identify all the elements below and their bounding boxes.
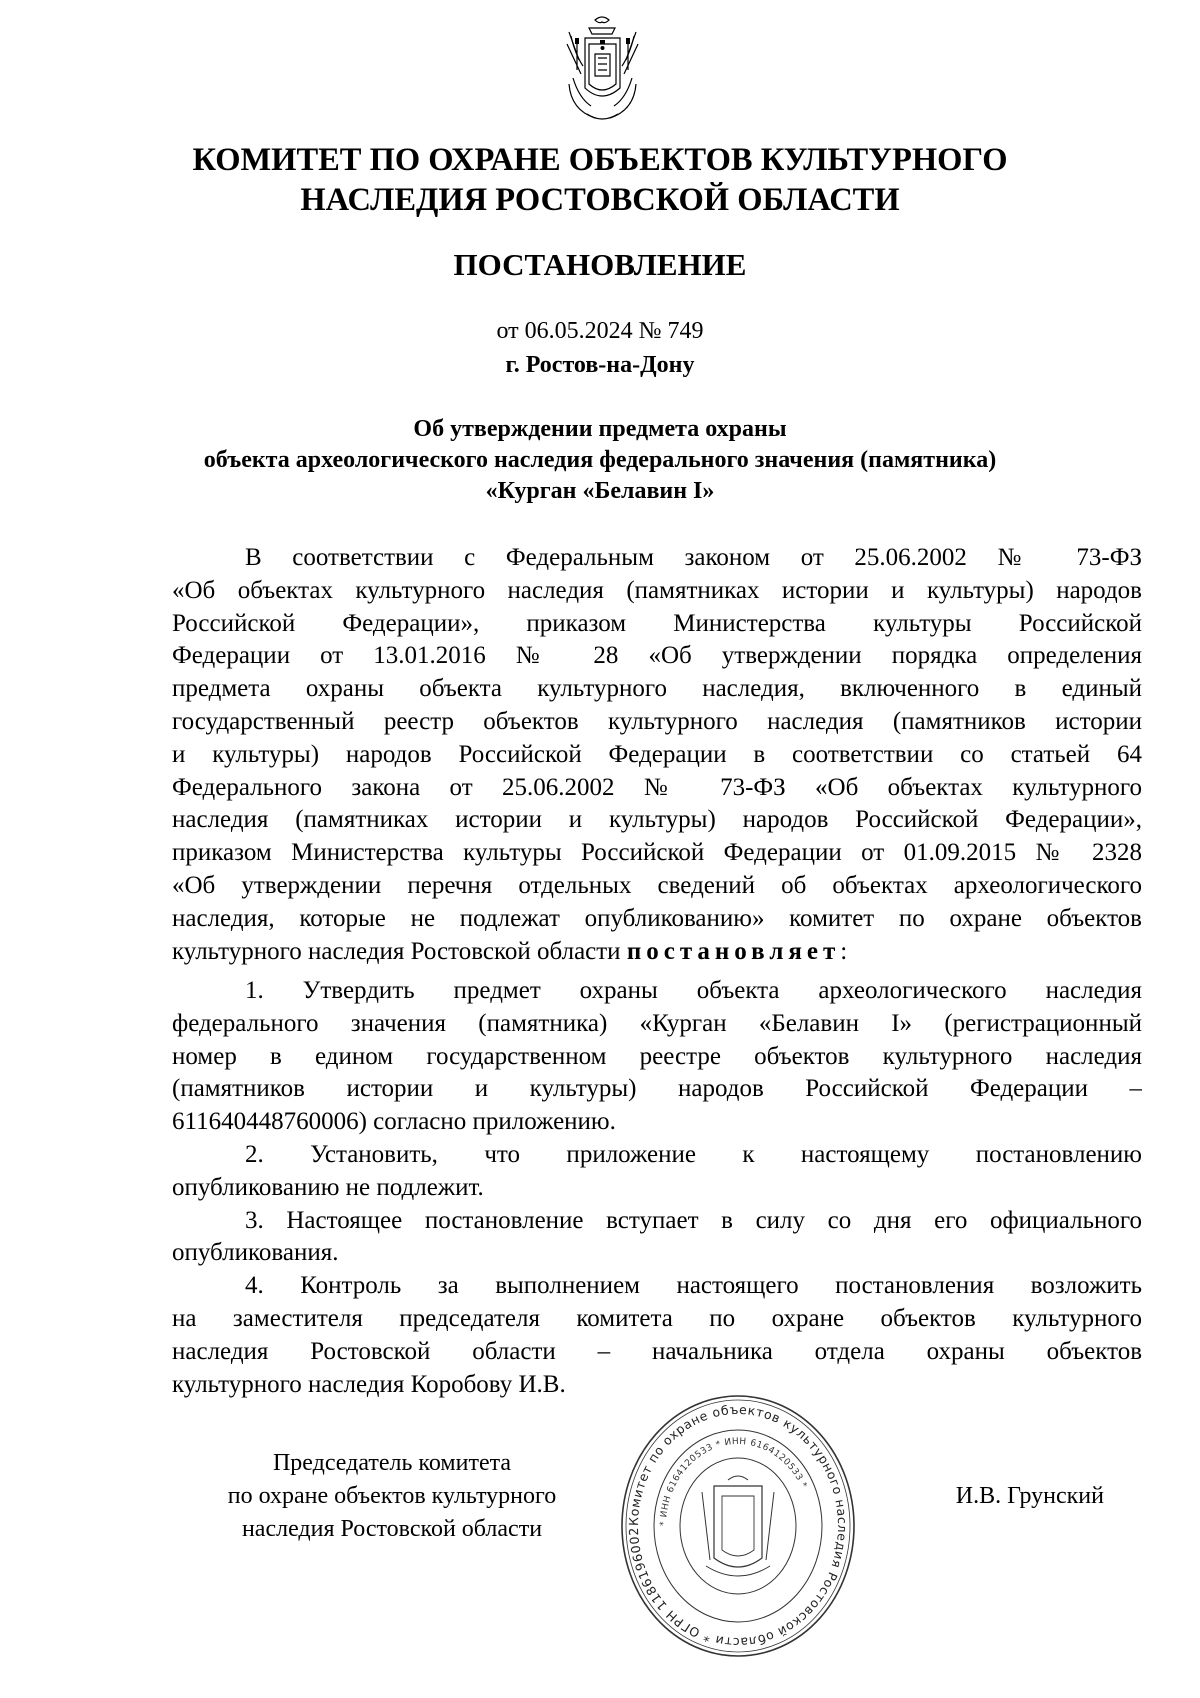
document-subject (0, 414, 1200, 507)
signatory-title-line2: по охране объектов культурного (227, 1483, 557, 1509)
signatory-title-line3: наследия Ростовской области (241, 1516, 543, 1542)
official-seal-icon (618, 1390, 858, 1662)
subject-line2: объекта археологического наследия федерального значения (памятника) (203, 447, 997, 473)
item-line: 1. Утвердить предмет охраны объекта археологического наследия (245, 977, 1142, 1004)
preamble-line: наследия (памятниках истории и культуры) народов Российской Федерации», (172, 806, 1142, 834)
subject-line1: Об утверждении предмета охраны (413, 416, 787, 442)
item-last-line: опубликования. (172, 1239, 339, 1267)
preamble-line: В соответствии с Федеральным законом от 25.06.2002 № 73-ФЗ (245, 544, 1142, 571)
preamble-line: наследия, которые не подлежат опубликованию» комитет по охране объектов (172, 904, 1142, 932)
document-date-number: от 06.05.2024 № 749 (496, 318, 704, 344)
preamble-line: предмета охраны объекта культурного наследия, включенного в единый (172, 675, 1142, 703)
item-line: 3. Настоящее постановление вступает в силу со дня его официального (245, 1206, 1142, 1234)
preamble-line: государственный реестр объектов культурного наследия (памятников истории (172, 707, 1142, 735)
preamble-line: и культуры) народов Российской Федерации в соответствии со статьей 64 (172, 740, 1142, 768)
resolution-items (172, 975, 1142, 1401)
resolution-item-4 (172, 1270, 1142, 1401)
item-line: на заместителя председателя комитета по охране объектов культурного (172, 1304, 1142, 1332)
seal-outer-text: Комитет по охране объектов культурного наследия Ростовской области * ОГРН 1186196002 (625, 1401, 851, 1651)
organization-name-line2: НАСЛЕДИЯ РОСТОВСКОЙ ОБЛАСТИ (300, 182, 900, 218)
signatory-title-line1: Председатель комитета (272, 1450, 512, 1476)
resolution-item-2 (172, 1139, 1142, 1205)
preamble-paragraph (172, 542, 1142, 968)
resolution-item-1 (172, 975, 1142, 1139)
preamble-last-text: культурного наследия Ростовской области (172, 937, 627, 965)
preamble-line: Российской Федерации», приказом Министерства культуры Российской (172, 609, 1142, 637)
coat-of-arms-icon (565, 14, 640, 126)
preamble-line: приказом Министерства культуры Российской Федерации от 01.09.2015 № 2328 (172, 839, 1142, 867)
preamble-line: «Об объектах культурного наследия (памятниках истории и культуры) народов (172, 576, 1142, 604)
item-last-line: опубликованию не подлежит. (172, 1173, 484, 1201)
item-line: федерального значения (памятника) «Курган «Белавин I» (регистрационный (172, 1009, 1142, 1037)
item-line: 2. Установить, что приложение к настоящему постановлению (245, 1140, 1142, 1168)
item-line: 4. Контроль за выполнением настоящего постановления возложить (245, 1272, 1142, 1300)
item-line: наследия Ростовской области – начальника отдела охраны объектов (172, 1337, 1142, 1365)
item-line: номер в едином государственном реестре объектов культурного наследия (172, 1042, 1142, 1070)
item-last-line: 611640448760006) согласно приложению. (172, 1108, 616, 1136)
item-line: (памятников истории и культуры) народов Российской Федерации – (172, 1075, 1142, 1103)
organization-name-line1: КОМИТЕТ ПО ОХРАНЕ ОБЪЕКТОВ КУЛЬТУРНОГО (192, 142, 1008, 178)
decree-colon: : (840, 937, 848, 965)
item-last-line: культурного наследия Коробову И.В. (172, 1370, 566, 1398)
document-type: ПОСТАНОВЛЕНИЕ (453, 247, 747, 282)
decree-word: постановляет (626, 937, 841, 965)
signatory-title (182, 1447, 602, 1546)
seal-inner-text: * ИНН 6164120533 * ИНН 6164120533 * (658, 1436, 809, 1527)
organization-name (0, 140, 1200, 220)
preamble-last-line (172, 936, 1142, 969)
document-city: г. Ростов-на-Дону (505, 352, 695, 378)
subject-line3: «Курган «Белавин I» (485, 478, 715, 504)
preamble-line: Федерации от 13.01.2016 № 28 «Об утверждении порядка определения (172, 642, 1142, 670)
preamble-line: Федерального закона от 25.06.2002 № 73-ФЗ «Об объектах культурного (172, 773, 1142, 801)
signatory-name: И.В. Грунский (955, 1483, 1104, 1509)
preamble-line: «Об утверждении перечня отдельных сведений об объектах археологического (172, 871, 1142, 899)
resolution-item-3 (172, 1205, 1142, 1271)
